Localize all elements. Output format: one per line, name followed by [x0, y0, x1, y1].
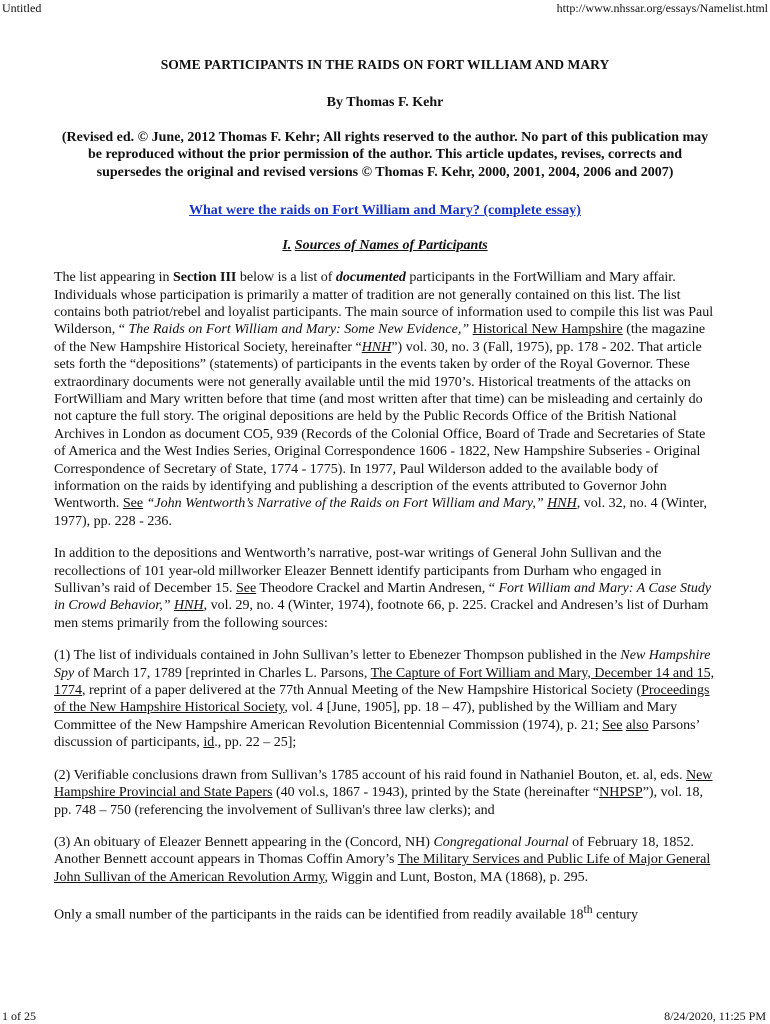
text-superscript: th: [583, 903, 593, 917]
text-underline: Proceedings of the New Hampshire Historical Society: [54, 683, 710, 716]
paragraph-source-1: [54, 647, 716, 751]
text: Theodore Crackel and Martin Andresen, “: [256, 581, 499, 597]
text-underline: The Capture of Fort William and Mary, December 14 and 15, 1774: [54, 665, 715, 699]
page-title-header: Untitled: [2, 1, 42, 15]
text: Only a small number of the participants in the raids can be identified from readily available 18: [54, 907, 584, 923]
section-heading: [54, 237, 716, 254]
text: participants in the FortWilliam and Mary affair. Individuals whose participation is primarily a matter of tradition are not generally contained on this list. The list contains both patriot/rebel and loyalist participants. The main source of information used to compile this list was Paul Wilderson, “: [54, 270, 714, 338]
text-underline: The Military Services and Public Life of Major General John Sullivan of the American Revolution Army: [54, 852, 711, 885]
section-title: Sources of Names of Participants: [294, 237, 488, 253]
text: Parsons’ discussion of participants,: [54, 717, 700, 751]
text-italic: New Hampshire Spy: [54, 648, 711, 681]
text: (1) The list of individuals contained in John Sullivan’s letter to Ebenezer Thompson published in the: [54, 648, 621, 664]
essay-link-row: [54, 202, 716, 219]
text: , Wiggin and Lunt, Boston, MA (1868), p. 295.: [324, 869, 589, 885]
text: , vol. 29, no. 4 (Winter, 1974), footnote 66, p. 225. Crackel and Andresen’s list of Durham men stems primarily from the following sources:: [54, 598, 709, 631]
text-underline: New Hampshire Provincial and State Papers: [54, 767, 713, 801]
text-underline: See: [122, 496, 144, 512]
text-italic: Congregational Journal: [433, 834, 569, 850]
text-underline: NHPSP: [599, 785, 643, 801]
text-italic-underline: HNH: [361, 339, 392, 355]
text: of February 18, 1852. Another Bennett account appears in Thomas Coffin Amory’s: [54, 834, 694, 868]
paragraph-sources: [54, 269, 716, 530]
document-title: SOME PARTICIPANTS IN THE RAIDS ON FORT WILLIAM AND MARY: [160, 57, 610, 72]
document-body: [54, 56, 716, 924]
author-byline: By Thomas F. Kehr: [326, 95, 444, 111]
text: ., pp. 22 – 25];: [214, 735, 297, 751]
text: (40 vol.s, 1867 - 1943), printed by the State (hereinafter “: [272, 785, 600, 801]
text: (3) An obituary of Eleazer Bennett appearing in the (Concord, NH): [54, 834, 434, 850]
text: , vol. 32, no. 4 (Winter, 1977), pp. 228 - 236.: [54, 496, 708, 529]
text-italic: Fort William and Mary: A Case Study in Crowd Behavior,”: [54, 581, 712, 614]
text-underline: also: [625, 717, 649, 733]
text: below is a list of: [236, 270, 336, 286]
text-underline: See: [235, 581, 257, 597]
text: ”), vol. 18, pp. 748 – 750 (referencing the involvement of Sullivan's three law clerks); and: [54, 785, 703, 818]
text-italic-underline: HNH: [547, 496, 577, 512]
paragraph-depositions: [54, 545, 716, 632]
copyright-notice: (Revised ed. © June, 2012 Thomas F. Kehr; All rights reserved to the author. No part of this publication may be reproduced without the prior permission of the author. This article updates, revises, corrects and supersedes the original and revised versions © Thomas F. Kehr, 2000, 2001, 2004, 2006 and 2007): [61, 129, 709, 180]
text: (the magazine of the New Hampshire Historical Society, hereinafter “: [54, 322, 706, 355]
text-bold: Section III: [172, 270, 237, 286]
text: ”) vol. 30, no. 3 (Fall, 1975), pp. 178 - 202. That article sets forth the “depositions” (statements) of participants in the events taken by order of the Royal Governor. These extraordinary documents were not generally available until the mid 1970’s. Historical treatments of the attacks on FortWilliam and Mary written before that time (and most written after that time) can be misleading and certainly do not capture the full story. The original depositions are held by the Public Records Office of the British National Archives in London as document CO5, 939 (Records of the Colonial Office, Board of Trade and Secretaries of State of America and the West Indies Series, Original Correspondence 1606 - 1822, New Hampshire Subseries - Original Correspondence of Secretary of State, 1774 - 1775). In 1977, Paul Wilderson added to the available body of information on the raids by identifying and publishing a description of the events attributed to Governor John Wentworth.: [54, 339, 706, 512]
text-italic-underline: HNH: [174, 598, 204, 614]
text-bold-italic: documented: [335, 270, 406, 286]
text: , reprint of a paper delivered at the 77th Annual Meeting of the New Hampshire Historical Society (: [82, 683, 642, 699]
text: The list appearing in: [54, 270, 173, 286]
text-underline: id: [203, 735, 215, 751]
paragraph-source-2: [54, 767, 716, 819]
text: , vol. 4 [June, 1905], pp. 18 – 47), published by the William and Mary Committee of the New Hampshire American Revolution Bicentennial Commission (1974), p. 21;: [54, 700, 678, 733]
complete-essay-link[interactable]: What were the raids on Fort William and Mary? (complete essay): [189, 203, 581, 219]
text: In addition to the depositions and Wentworth’s narrative, post-war writings of General John Sullivan and the recollections of 101 year-old millworker Eleazer Bennett identify participants from Durham who engaged in Sullivan’s raid of December 15.: [54, 546, 662, 597]
text: (2) Verifiable conclusions drawn from Sullivan’s 1785 account of his raid found in Nathaniel Bouton, et. al, eds.: [54, 767, 686, 783]
paragraph-source-3: [54, 834, 716, 886]
text-italic: “John Wentworth’s Narrative of the Raids on Fort William and Mary,”: [146, 496, 544, 512]
text-underline: See: [602, 717, 623, 733]
text-underline: Historical New Hampshire: [472, 322, 623, 338]
section-number: I.: [282, 237, 292, 253]
text: century: [592, 907, 639, 923]
print-datetime: 8/24/2020, 11:25 PM: [664, 1009, 766, 1023]
page-url-header: http://www.nhssar.org/essays/Namelist.html: [556, 1, 768, 15]
text-italic: The Raids on Fort William and Mary: Some New Evidence,”: [128, 322, 470, 338]
page-counter: 1 of 25: [2, 1009, 36, 1023]
paragraph-small-number: [54, 901, 716, 924]
text: of March 17, 1789 [reprinted in Charles L. Parsons,: [74, 665, 371, 681]
